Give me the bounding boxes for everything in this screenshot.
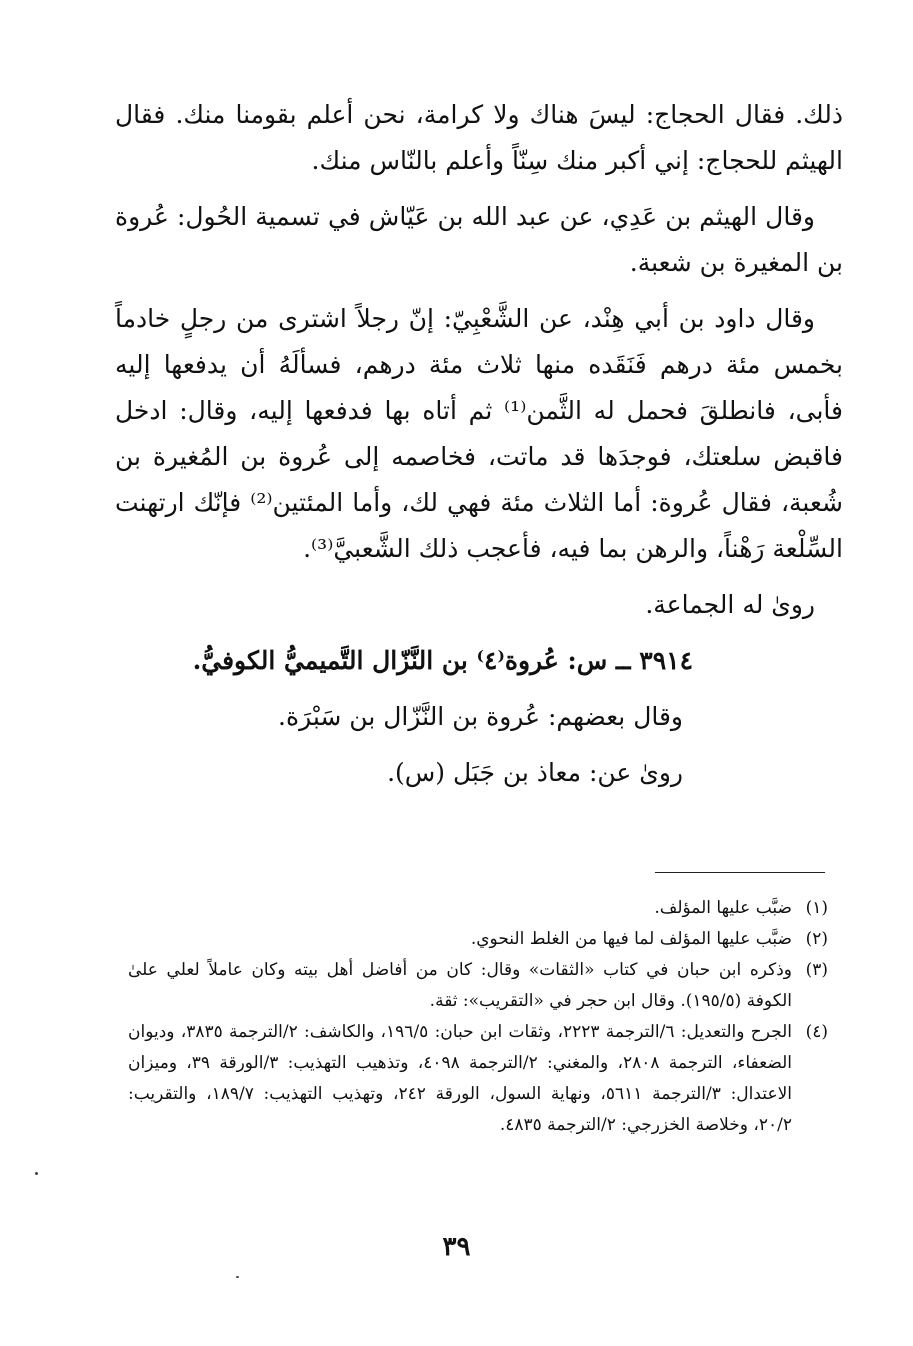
scan-speck [236,1276,239,1278]
paragraph-1: ذلك. فقال الحجاج: ليسَ هناك ولا كرامة، نحن أعلم بقومنا منك. فقال الهيثم للحجاج: إني أكبر منك سِنّاً وأعلم بالنّاس منك. [115,100,843,175]
scan-speck [35,1172,38,1175]
entry-alt-name: وقال بعضهم: عُروة بن النَّزّال بن سَبْرَة. [278,702,683,731]
footnotes [128,893,828,1141]
footnote-number: (١) [805,898,828,918]
footnote-1 [128,893,828,924]
footnote-number: (٣) [805,960,828,980]
entry-heading: ٣٩١٤ ــ س: عُروة⁽٤⁾ بن النَّزّال التَّميميُّ الكوفيُّ. [192,646,693,675]
footnote-divider [655,872,825,873]
page-number: ٣٩ [442,1232,471,1262]
footnote-3 [128,955,828,1017]
main-text [115,92,843,806]
entry-narrated-from: روىٰ عن: معاذ بن جَبَل (س). [387,758,683,787]
footnote-number: (٤) [805,1022,828,1042]
footnote-4 [128,1017,828,1141]
footnote-text: الجرح والتعديل: ٦/الترجمة ٢٢٢٣، وثقات ابن حبان: ١٩٦/٥، والكاشف: ٢/الترجمة ٣٨٣٥، وديوان الضعفاء، الترجمة ٢٨٠٨، والمغني: ٢/الترجمة ٤٠٩٨، وتذهيب التهذيب: ٣/الورقة ٣٩، وميزان الاعتدال: ٣/الترجمة ٥٦١١، ونهاية السول، الورقة ٢٤٢، وتهذيب التهذيب: ١٨٩/٧، والتقريب: ٢٠/٢، وخلاصة الخزرجي: ٢/الترجمة ٤٨٣٥. [128,1022,793,1135]
footnote-2 [128,924,828,955]
footnote-text: وذكره ابن حبان في كتاب «الثقات» وقال: كان من أفاضل أهل بيته وكان عاملاً لعلي علىٰ الكوفة (١٩٥/٥). وقال ابن حجر في «التقريب»: ثقة. [128,960,792,1011]
paragraph-3: وقال داود بن أبي هِنْد، عن الشَّعْبِيّ: إنّ رجلاً اشترى من رجلٍ خادماً بخمس مئة درهم فَنَقَده منها ثلاث مئة درهم، فسألَهُ أن يدفعها إليه فأبى، فانطلقَ فحمل له الثَّمن⁽¹⁾ ثم أتاه بها فدفعها إليه، وقال: ادخل فاقبض سلعتك، فوجدَها قد ماتت، فخاصمه إلى عُروة بن المُغيرة بن شُعبة، فقال عُروة: أما الثلاث مئة فهي لك، وأما المئتين⁽²⁾ فإنّك ارتهنت السِّلْعة رَهْناً، والرهن بما فيه، فأعجب ذلك الشَّعبيَّ⁽³⁾. [115,304,843,563]
paragraph-4: روىٰ له الجماعة. [645,590,815,619]
footnote-text: ضبَّب عليها المؤلف. [654,898,792,918]
paragraph-2: وقال الهيثم بن عَدِي، عن عبد الله بن عَيّاش في تسمية الحُول: عُروة بن المغيرة بن شعبة. [115,202,843,277]
footnote-text: ضبَّب عليها المؤلف لما فيها من الغلط النحوي. [470,929,792,949]
footnote-number: (٢) [805,929,828,949]
